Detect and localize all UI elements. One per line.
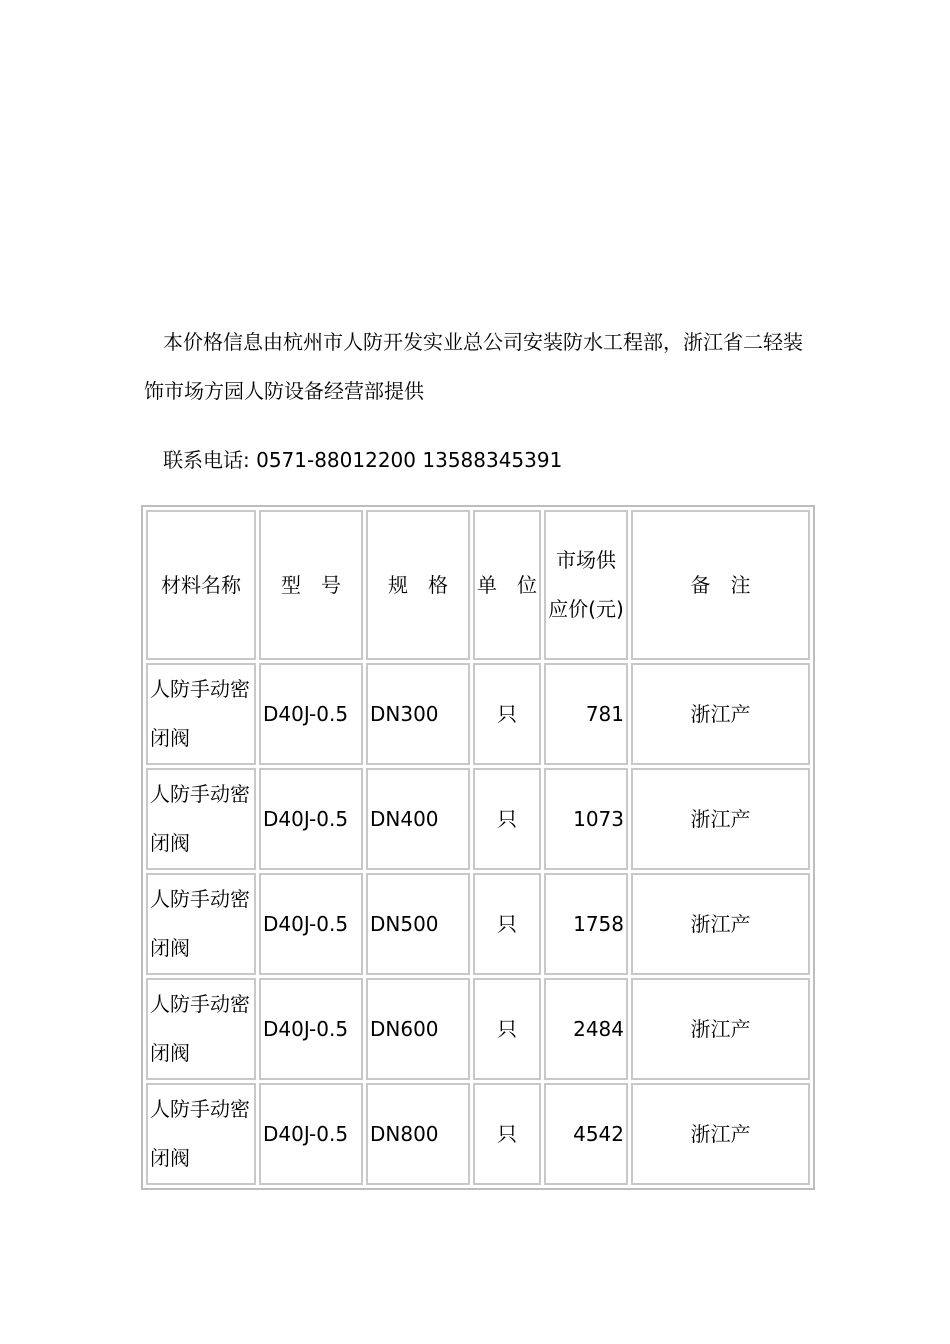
header-spec: 规 格: [366, 510, 470, 660]
cell-unit: 只: [473, 663, 541, 765]
cell-model: D40J-0.5: [259, 873, 363, 975]
cell-price: 1758: [544, 873, 628, 975]
cell-model: D40J-0.5: [259, 1083, 363, 1185]
cell-price: 1073: [544, 768, 628, 870]
header-price: 市场供应价(元): [544, 510, 628, 660]
cell-unit: 只: [473, 1083, 541, 1185]
header-unit: 单 位: [473, 510, 541, 660]
table-row: [146, 873, 810, 975]
cell-model: D40J-0.5: [259, 663, 363, 765]
contact-phone: 联系电话: 0571-88012200 13588345391: [163, 448, 563, 472]
cell-price: 4542: [544, 1083, 628, 1185]
table-row: [146, 978, 810, 1080]
table-header-row: [146, 510, 810, 660]
cell-note: 浙江产: [631, 978, 810, 1080]
cell-note: 浙江产: [631, 1083, 810, 1185]
table-row: [146, 1083, 810, 1185]
table-row: [146, 663, 810, 765]
cell-note: 浙江产: [631, 768, 810, 870]
cell-model: D40J-0.5: [259, 978, 363, 1080]
cell-unit: 只: [473, 768, 541, 870]
cell-note: 浙江产: [631, 873, 810, 975]
header-model: 型 号: [259, 510, 363, 660]
cell-model: D40J-0.5: [259, 768, 363, 870]
header-name: 材料名称: [146, 510, 256, 660]
cell-spec: DN300: [366, 663, 470, 765]
cell-spec: DN500: [366, 873, 470, 975]
cell-unit: 只: [473, 873, 541, 975]
cell-name: 人防手动密闭阀: [146, 873, 256, 975]
cell-note: 浙江产: [631, 663, 810, 765]
cell-spec: DN800: [366, 1083, 470, 1185]
cell-name: 人防手动密闭阀: [146, 1083, 256, 1185]
table-row: [146, 768, 810, 870]
cell-name: 人防手动密闭阀: [146, 978, 256, 1080]
cell-price: 781: [544, 663, 628, 765]
cell-name: 人防手动密闭阀: [146, 768, 256, 870]
header-note: 备 注: [631, 510, 810, 660]
cell-unit: 只: [473, 978, 541, 1080]
cell-price: 2484: [544, 978, 628, 1080]
cell-spec: DN400: [366, 768, 470, 870]
cell-spec: DN600: [366, 978, 470, 1080]
cell-name: 人防手动密闭阀: [146, 663, 256, 765]
intro-paragraph: 本价格信息由杭州市人防开发实业总公司安装防水工程部，浙江省二轻装饰市场方园人防设备经营部提供: [144, 330, 803, 403]
price-table: [141, 505, 815, 1190]
